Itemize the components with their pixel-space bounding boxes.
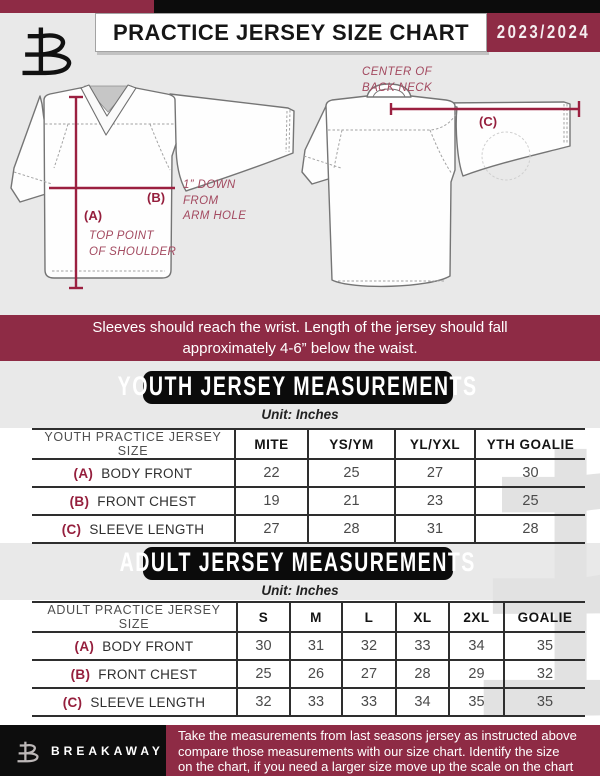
breakaway-footer-logo-icon	[13, 736, 43, 765]
cell-value: 25	[308, 459, 395, 487]
table-row	[32, 459, 585, 487]
adult-col-l: L	[342, 602, 396, 632]
cell-value: 30	[475, 459, 585, 487]
top-accent-black	[154, 0, 600, 13]
cell-value: 35	[449, 688, 504, 716]
adult-size-table	[32, 601, 585, 717]
notice-line-1: Sleeves should reach the wrist. Length of the jersey should fall	[92, 319, 508, 336]
cell-value: 35	[504, 688, 585, 716]
footer-instructions	[166, 725, 600, 776]
season-badge	[487, 13, 600, 52]
cell-value: 33	[342, 688, 396, 716]
adult-section-title-text: ADULT JERSEY MEASUREMENTS	[119, 548, 477, 578]
cell-value: 23	[395, 487, 475, 515]
cell-value: 28	[475, 515, 585, 543]
adult-section-title	[119, 547, 477, 580]
youth-unit-label: Unit: Inches	[261, 407, 339, 422]
jersey-diagram-art	[0, 52, 600, 315]
row-label: SLEEVE LENGTH	[90, 694, 206, 710]
youth-size-table	[32, 428, 585, 544]
cell-value: 21	[308, 487, 395, 515]
cell-value: 25	[475, 487, 585, 515]
cell-value: 22	[235, 459, 308, 487]
cell-value: 34	[396, 688, 449, 716]
top-accent-maroon	[0, 0, 154, 13]
row-key: (A)	[74, 638, 95, 654]
cell-value: 33	[396, 632, 449, 660]
adult-col-goalie: GOALIE	[504, 602, 585, 632]
adult-col-xl: XL	[396, 602, 449, 632]
cell-value: 32	[504, 660, 585, 688]
cell-value: 27	[395, 459, 475, 487]
cell-value: 32	[342, 632, 396, 660]
row-label: BODY FRONT	[102, 638, 194, 654]
youth-col-goalie: YTH GOALIE	[475, 429, 585, 459]
youth-col-ylyxl: YL/YXL	[395, 429, 475, 459]
notice-banner	[0, 315, 600, 361]
jersey-diagram	[0, 52, 600, 315]
front-label-b: (B)	[147, 190, 166, 205]
notice-line-2: approximately 4-6” below the waist.	[182, 340, 418, 357]
cell-value: 33	[290, 688, 342, 716]
cell-value: 32	[237, 688, 290, 716]
adult-col-m: M	[290, 602, 342, 632]
cell-value: 31	[290, 632, 342, 660]
row-label: FRONT CHEST	[97, 493, 197, 509]
cell-value: 30	[237, 632, 290, 660]
youth-size-header: YOUTH PRACTICE JERSEY SIZE	[32, 429, 235, 459]
cell-value: 31	[395, 515, 475, 543]
back-label-c-text: CENTER OF BACK NECK	[362, 66, 433, 94]
cell-value: 26	[290, 660, 342, 688]
cell-value: 29	[449, 660, 504, 688]
footer-note-line-3: on the chart, if you need a larger size move up the scale on the chart	[178, 759, 574, 775]
footer-note-line-1: Take the measurements from last seasons jersey as instructed above	[178, 728, 577, 743]
youth-col-mite: MITE	[235, 429, 308, 459]
row-key: (C)	[62, 694, 83, 710]
adult-col-s: S	[237, 602, 290, 632]
season-badge-text: 2023/2024	[496, 22, 591, 43]
cell-value: 27	[342, 660, 396, 688]
row-key: (A)	[73, 465, 94, 481]
cell-value: 34	[449, 632, 504, 660]
adult-unit-label: Unit: Inches	[261, 583, 339, 598]
table-row	[32, 688, 585, 716]
row-label: SLEEVE LENGTH	[89, 521, 205, 537]
back-jersey-outline	[302, 84, 570, 286]
cell-value: 35	[504, 632, 585, 660]
cell-value: 25	[237, 660, 290, 688]
adult-size-header: ADULT PRACTICE JERSEY SIZE	[32, 602, 237, 632]
table-row	[32, 632, 585, 660]
adult-header-row	[32, 602, 585, 632]
page-title-text: PRACTICE JERSEY SIZE CHART	[112, 19, 470, 45]
back-label-c: (C)	[479, 114, 498, 129]
row-key: (B)	[69, 493, 90, 509]
table-row	[32, 487, 585, 515]
front-label-b-text: 1” DOWN FROM ARM HOLE	[183, 179, 247, 222]
youth-section-title-text: YOUTH JERSEY MEASUREMENTS	[118, 372, 478, 402]
row-key: (C)	[61, 521, 82, 537]
row-label: BODY FRONT	[101, 465, 193, 481]
cell-value: 27	[235, 515, 308, 543]
footer-note-line-2: compare those measurements with our size chart. Identify the size	[178, 743, 560, 759]
row-key: (B)	[70, 666, 91, 682]
cell-value: 28	[396, 660, 449, 688]
youth-col-ysym: YS/YM	[308, 429, 395, 459]
footer-brand-block	[0, 725, 166, 776]
row-label: FRONT CHEST	[98, 666, 198, 682]
adult-col-2xl: 2XL	[449, 602, 504, 632]
front-label-a: (A)	[84, 208, 103, 223]
cell-value: 28	[308, 515, 395, 543]
front-label-a-text: TOP POINT OF SHOULDER	[89, 230, 177, 258]
page-title	[95, 13, 487, 52]
footer-brand-name: BREAKAWAY	[51, 743, 164, 758]
youth-section-title	[118, 371, 478, 404]
table-row	[32, 515, 585, 543]
table-row	[32, 660, 585, 688]
cell-value: 19	[235, 487, 308, 515]
youth-header-row	[32, 429, 585, 459]
